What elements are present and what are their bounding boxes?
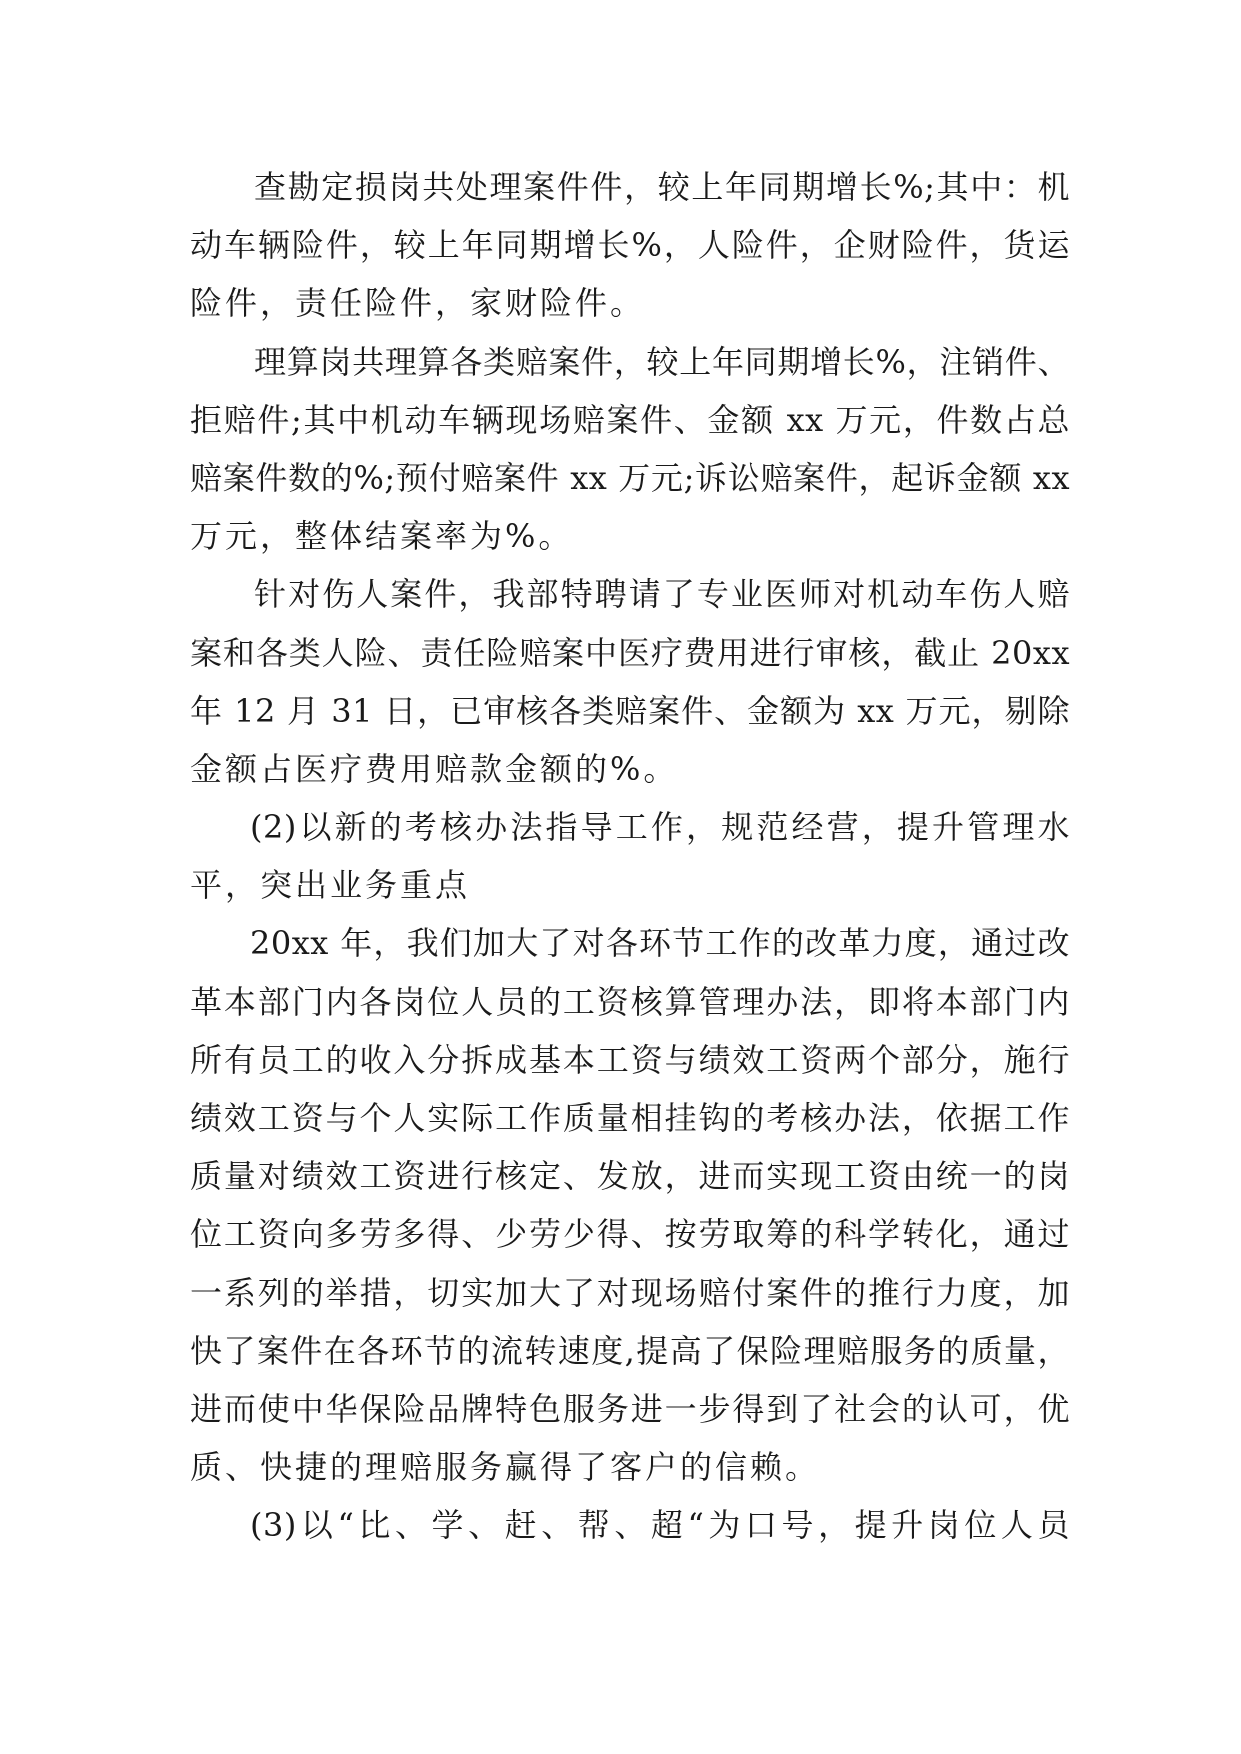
paragraph-line: 查勘定损岗共处理案件件，较上年同期增长%;其中：机 — [254, 168, 1070, 206]
document-body — [190, 158, 1070, 1555]
paragraph-line: 快了案件在各环节的流转速度,提高了保险理赔服务的质量， — [190, 1331, 1070, 1370]
paragraph-line: 拒赔件;其中机动车辆现场赔案件、金额 xx 万元，件数占总 — [190, 400, 1070, 439]
paragraph-line: 位工资向多劳多得、少劳少得、按劳取筹的科学转化，通过 — [190, 1215, 1070, 1254]
paragraph-line: 质量对绩效工资进行核定、发放，进而实现工资由统一的岗 — [190, 1157, 1070, 1196]
paragraph-line: 质、快捷的理赔服务赢得了客户的信赖。 — [190, 1448, 821, 1487]
paragraph-line: 理算岗共理算各类赔案件，较上年同期增长%，注销件、 — [254, 342, 1070, 381]
paragraph-line: 绩效工资与个人实际工作质量相挂钩的考核办法，依据工作 — [190, 1099, 1070, 1137]
paragraph-line: 赔案件数的%;预付赔案件 xx 万元;诉讼赔案件，起诉金额 xx — [190, 458, 1070, 497]
paragraph-line: 案和各类人险、责任险赔案中医疗费用进行审核，截止 20xx — [190, 633, 1070, 672]
paragraph-line: 万元，整体结案率为%。 — [190, 517, 574, 556]
paragraph-line: 金额占医疗费用赔款金额的%。 — [190, 749, 679, 788]
paragraph-line: 革本部门内各岗位人员的工资核算管理办法，即将本部门内 — [190, 982, 1070, 1021]
paragraph-line: 20xx 年，我们加大了对各环节工作的改革力度，通过改 — [250, 924, 1070, 963]
paragraph-line: 针对伤人案件，我部特聘请了专业医师对机动车伤人赔 — [254, 575, 1070, 614]
paragraph-line: 一系列的举措，切实加大了对现场赔付案件的推行力度，加 — [190, 1273, 1070, 1312]
paragraph-line: 所有员工的收入分拆成基本工资与绩效工资两个部分，施行 — [190, 1040, 1070, 1079]
paragraph-line: 进而使中华保险品牌特色服务进一步得到了社会的认可，优 — [190, 1389, 1070, 1428]
section-heading-line: (3)以“比、学、赶、帮、超“为口号，提升岗位人员 — [250, 1506, 1070, 1545]
paragraph-line: 年 12 月 31 日，已审核各类赔案件、金额为 xx 万元，剔除 — [190, 691, 1070, 730]
paragraph-line: 动车辆险件，较上年同期增长%，人险件，企财险件，货运 — [190, 226, 1070, 265]
section-heading-line: (2)以新的考核办法指导工作，规范经营，提升管理水 — [250, 808, 1070, 847]
section-heading-line: 平，突出业务重点 — [190, 866, 471, 905]
paragraph-line: 险件，责任险件，家财险件。 — [190, 284, 646, 323]
